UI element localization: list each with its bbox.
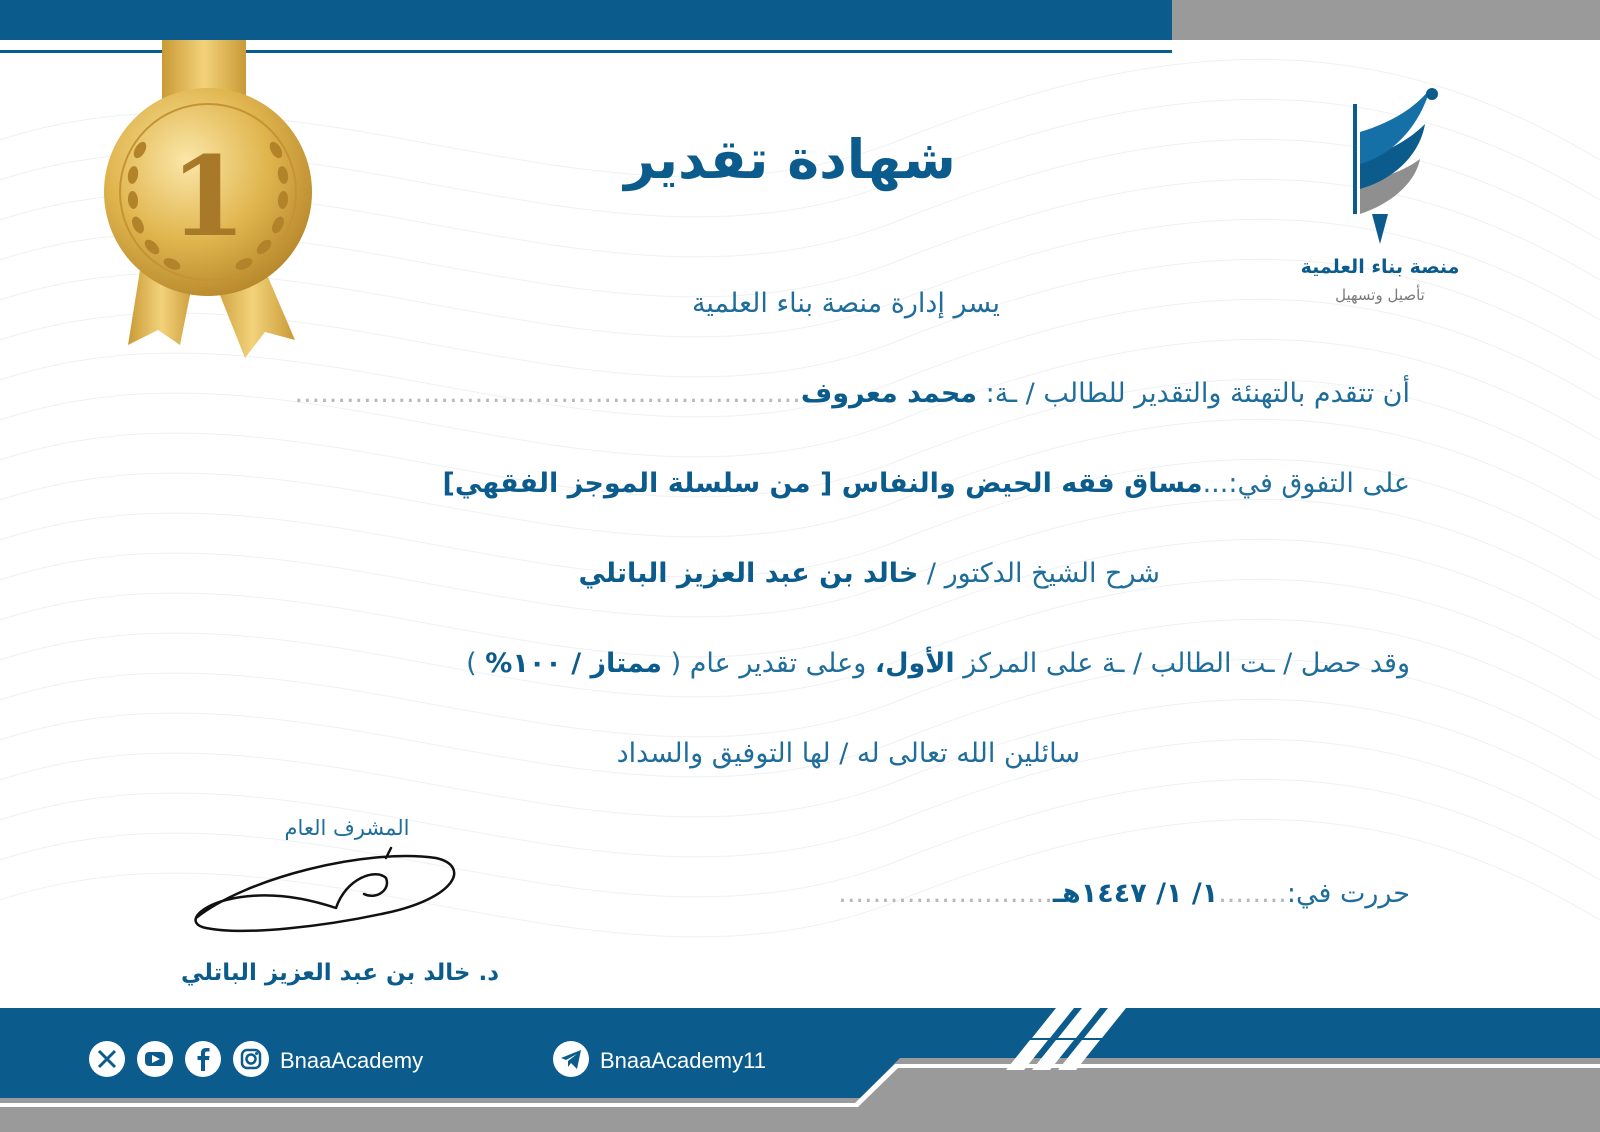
date-line: [838, 878, 1410, 909]
signature-image: [186, 838, 476, 958]
supervisor-title: المشرف العام: [284, 816, 410, 840]
intro-line: يسر إدارة منصة بناء العلمية: [691, 288, 1000, 319]
social-links-main: [88, 1040, 423, 1082]
pen-logo-icon: [1320, 64, 1440, 249]
date-label: حررت في:: [1286, 878, 1410, 909]
logo-name: منصة بناء العلمية: [1300, 256, 1460, 278]
date-dots: ........: [1218, 878, 1287, 909]
top-banner: [0, 0, 1600, 44]
instagram-icon[interactable]: [232, 1040, 270, 1082]
explanation-label: شرح الشيخ الدكتور /: [926, 558, 1160, 589]
excellence-label: على التفوق في:...: [1202, 468, 1410, 499]
social-links-telegram: [552, 1040, 766, 1082]
grade-label: وعلى تقدير عام (: [670, 648, 867, 679]
result-label: وقد حصل / ـت الطالب / ـة على المركز: [963, 648, 1410, 679]
dotted-line: ...........................................................: [294, 378, 801, 409]
top-banner-blue: [0, 0, 1172, 40]
result-line: [466, 648, 1410, 679]
logo-tagline: تأصيل وتسهيل: [1335, 286, 1425, 304]
sheikh-name: خالد بن عبد العزيز الباتلي: [578, 558, 919, 589]
date-value: ١/ ١/ ١٤٤٧هـ: [1052, 878, 1219, 909]
facebook-icon[interactable]: [184, 1040, 222, 1082]
grade: ممتاز / ١٠٠%: [485, 648, 662, 679]
x-icon[interactable]: [88, 1040, 126, 1082]
social-handle-telegram[interactable]: BnaaAcademy11: [600, 1048, 766, 1073]
rank: الأول،: [874, 648, 955, 679]
congrats-label: أن تتقدم بالتهنئة والتقدير للطالب / ـة:: [985, 378, 1410, 409]
grade-close: ): [466, 648, 477, 679]
excellence-line: [442, 468, 1410, 499]
social-handle-main[interactable]: BnaaAcademy: [280, 1048, 424, 1073]
student-name: محمد معروف: [800, 378, 978, 409]
top-banner-grey: [1172, 0, 1600, 40]
certificate-title: شهادة تقدير: [624, 128, 956, 191]
youtube-icon[interactable]: [136, 1040, 174, 1082]
explanation-line: [579, 558, 1161, 589]
gold-medal-icon: [100, 40, 330, 370]
date-dots-end: .........................: [838, 878, 1053, 909]
course-name: مساق فقه الحيض والنفاس [ من سلسلة الموجز الفقهي]: [442, 468, 1203, 499]
prayer-line: سائلين الله تعالى له / لها التوفيق والسداد: [616, 738, 1080, 769]
medal-number: 1: [169, 132, 247, 261]
supervisor-name: د. خالد بن عبد العزيز الباتلي: [180, 960, 500, 986]
platform-logo: [1290, 64, 1470, 314]
telegram-icon[interactable]: [552, 1040, 590, 1082]
congrats-line: [294, 378, 1410, 409]
